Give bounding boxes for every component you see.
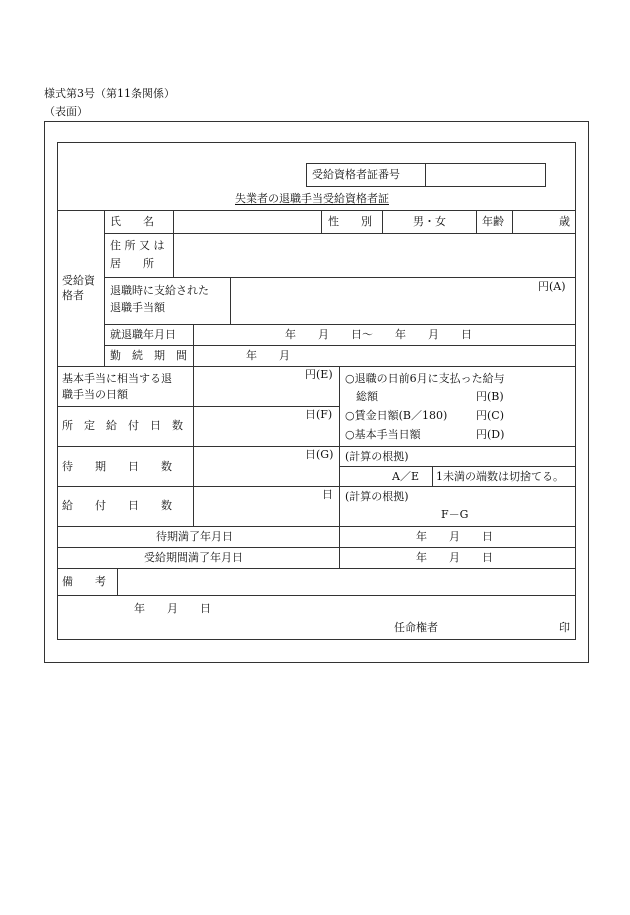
pay-days-label: 給 付 日 数 <box>62 499 172 512</box>
certificate-title: 失業者の退職手当受給資格者証 <box>235 192 389 205</box>
paid-label-2: 退職手当額 <box>110 301 165 314</box>
service-value: 年 月 <box>246 349 290 362</box>
wage-daily-unit: 円(C) <box>476 409 504 422</box>
name-label: 氏 名 <box>110 215 154 228</box>
issue-date: 年 月 日 <box>134 602 211 615</box>
period-label: 就退職年月日 <box>110 328 176 341</box>
daily-unit: 円(E) <box>305 368 333 381</box>
seal-mark: 印 <box>559 621 570 634</box>
recipient-group-label-2: 格者 <box>62 289 84 302</box>
wage-label-1: ○退職の日前6月に支払った給与 <box>345 372 505 385</box>
certificate-number-label: 受給資格者証番号 <box>312 168 400 181</box>
service-label: 勤 続 期 間 <box>110 349 187 362</box>
age-label: 年齢 <box>482 215 504 228</box>
wait-label: 待 期 日 数 <box>62 460 172 473</box>
sex-options[interactable]: 男・女 <box>413 215 446 228</box>
basis-label-2: (計算の根拠) <box>345 490 409 503</box>
daily-label-2: 職手当の日額 <box>62 388 128 401</box>
paid-label-1: 退職時に支給された <box>110 284 209 297</box>
basis-note: 1未満の端数は切捨てる。 <box>436 470 564 483</box>
certificate-number-field[interactable] <box>428 166 544 184</box>
wait-end-label: 待期満了年月日 <box>156 530 233 543</box>
remarks-label: 備 考 <box>62 575 106 588</box>
sex-label: 性 別 <box>328 215 372 228</box>
age-unit: 歳 <box>559 215 570 228</box>
pay-days-unit: 日 <box>322 488 333 501</box>
given-days-unit: 日(F) <box>305 408 333 421</box>
wait-end-value: 年 月 日 <box>416 530 493 543</box>
recipient-group-label-1: 受給資 <box>62 274 95 287</box>
daily-label-1: 基本手当に相当する退 <box>62 372 172 385</box>
basic-daily-label: ○基本手当日額 <box>345 428 421 441</box>
form-number: 様式第3号（第11条関係） <box>44 87 175 100</box>
address-label-2: 居 所 <box>110 257 154 270</box>
form-side: （表面） <box>44 105 88 118</box>
given-days-label: 所 定 給 付 日 数 <box>62 419 183 432</box>
recv-end-value: 年 月 日 <box>416 551 493 564</box>
period-value: 年 月 日～ 年 月 日 <box>285 328 472 341</box>
basis-label: (計算の根拠) <box>345 450 409 463</box>
authority-label: 任命権者 <box>394 621 438 634</box>
basic-daily-unit: 円(D) <box>476 428 505 441</box>
wage-unit: 円(B) <box>476 390 504 403</box>
basis-formula-1: A／E <box>392 470 419 483</box>
recv-end-label: 受給期間満了年月日 <box>144 551 243 564</box>
wage-label-2: 総額 <box>356 390 378 403</box>
address-label-1: 住 所 又 は <box>110 239 165 252</box>
wage-daily-label: ○賃金日額(B／180) <box>345 409 448 422</box>
paid-unit: 円(A) <box>538 280 566 293</box>
basis-formula-2: F－G <box>441 508 469 521</box>
wait-unit: 日(G) <box>305 448 334 461</box>
